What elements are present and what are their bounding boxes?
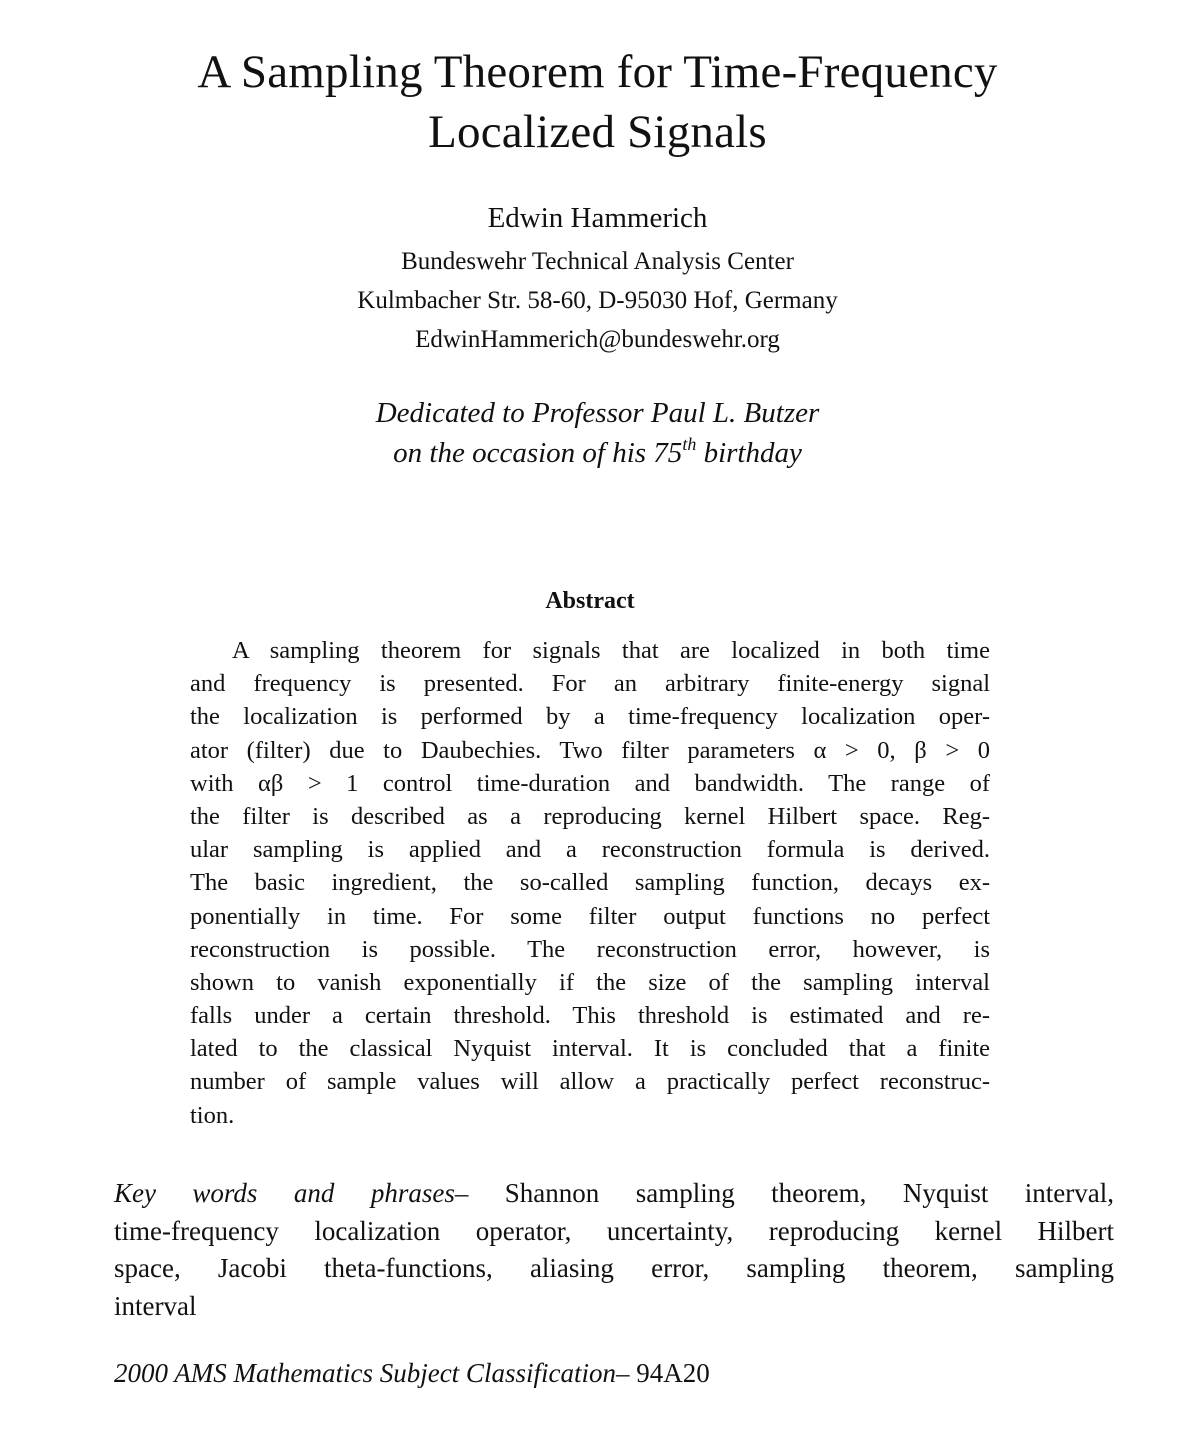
email: EdwinHammerich@bundeswehr.org	[415, 326, 780, 353]
abstract-line: ular sampling is applied and a reconstruction formula is derived.	[190, 836, 990, 864]
abstract-line: the localization is performed by a time-frequency localization oper-	[190, 703, 990, 731]
title-line-2: Localized Signals	[428, 106, 767, 158]
abstract-line: ponentially in time. For some filter output functions no perfect	[190, 902, 990, 930]
abstract-line: lated to the classical Nyquist interval. It is concluded that a finite	[190, 1035, 990, 1063]
author-name: Edwin Hammerich	[487, 202, 708, 234]
abstract-line: and frequency is presented. For an arbitrary finite-energy signal	[190, 670, 990, 698]
abstract-heading: Abstract	[545, 588, 635, 614]
keywords-separator: –	[454, 1178, 469, 1208]
dedication	[0, 393, 1195, 473]
title-line-1: A Sampling Theorem for Time-Frequency	[197, 46, 998, 98]
abstract-line: falls under a certain threshold. This threshold is estimated and re-	[190, 1002, 990, 1030]
dedication-line-2-text: on the occasion of his 75	[393, 437, 683, 469]
address: Kulmbacher Str. 58-60, D-95030 Hof, Germany	[357, 287, 838, 314]
abstract-body	[190, 634, 990, 1132]
keywords-line: interval	[114, 1290, 197, 1321]
ordinal-superscript: th	[682, 434, 697, 454]
author-affiliation-block	[0, 242, 1195, 359]
msc-label: 2000 AMS Mathematics Subject Classification	[114, 1358, 616, 1388]
keywords-section	[114, 1175, 1114, 1325]
abstract-line: reconstruction is possible. The reconstruction error, however, is	[190, 935, 990, 963]
abstract-line: A sampling theorem for signals that are localized in both time	[232, 637, 990, 664]
msc-code: 94A20	[629, 1358, 710, 1388]
abstract-line: with αβ > 1 control time-duration and bandwidth. The range of	[190, 769, 990, 797]
keywords-line: space, Jacobi theta-functions, aliasing error, sampling theorem, sampling	[114, 1253, 1114, 1283]
keywords-label: Key words and phrases	[114, 1178, 455, 1208]
msc-separator: –	[615, 1358, 630, 1388]
dedication-line-2	[0, 433, 1195, 473]
abstract-line: the filter is described as a reproducing kernel Hilbert space. Reg-	[190, 802, 990, 830]
msc-classification	[114, 1355, 710, 1392]
abstract-line: tion.	[190, 1101, 235, 1129]
keywords-line: time-frequency localization operator, uncertainty, reproducing kernel Hilbert	[114, 1215, 1114, 1246]
abstract-line: ator (filter) due to Daubechies. Two filter parameters α > 0, β > 0	[190, 736, 990, 764]
abstract-line: shown to vanish exponentially if the size of the sampling interval	[190, 968, 990, 996]
keywords-line	[114, 1175, 1114, 1213]
abstract-line: number of sample values will allow a practically perfect reconstruc-	[190, 1068, 990, 1096]
keywords-text: Shannon sampling theorem, Nyquist interval,	[468, 1178, 1114, 1208]
abstract-line: The basic ingredient, the so-called sampling function, decays ex-	[190, 869, 990, 897]
dedication-line-1: Dedicated to Professor Paul L. Butzer	[375, 397, 820, 429]
paper-title	[0, 42, 1195, 162]
affiliation: Bundeswehr Technical Analysis Center	[401, 248, 794, 275]
dedication-line-2-end: birthday	[696, 437, 802, 469]
